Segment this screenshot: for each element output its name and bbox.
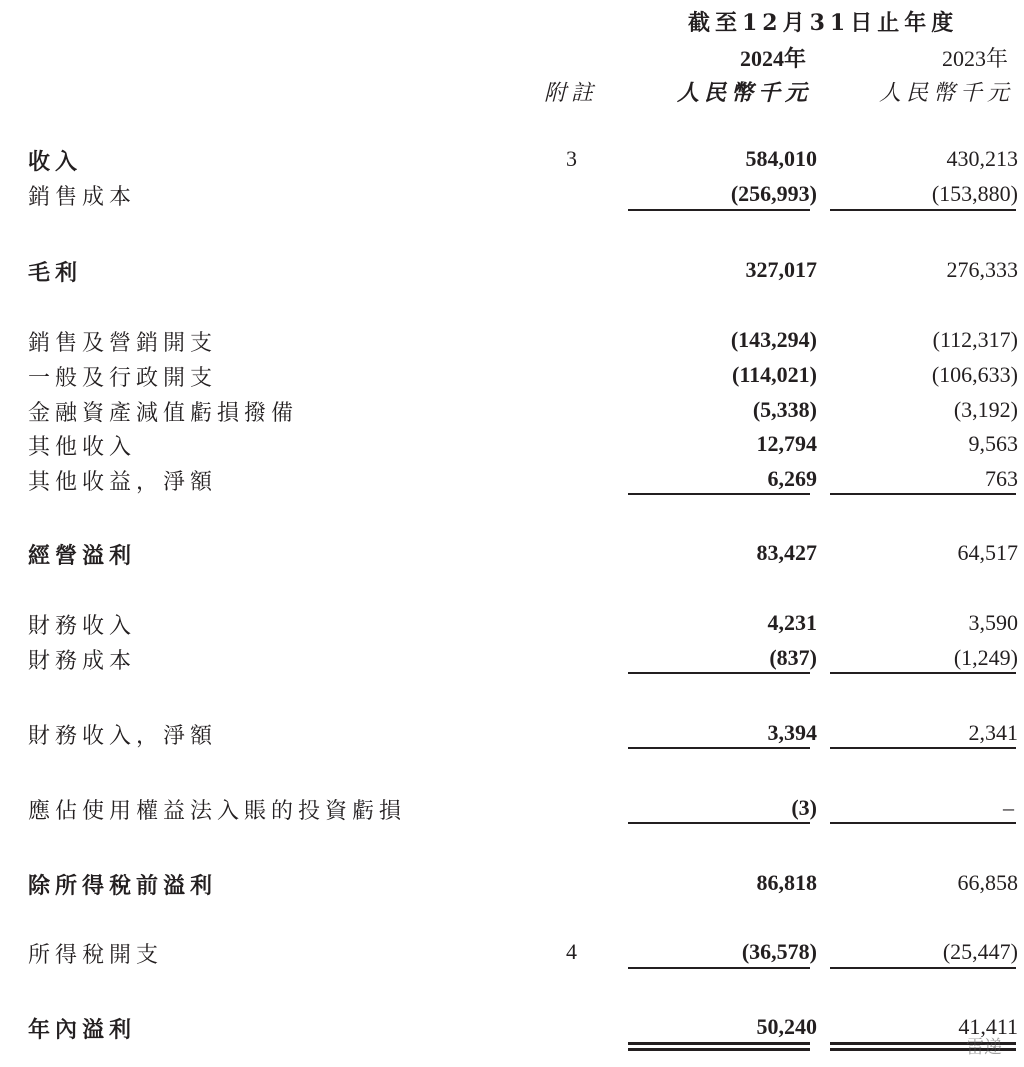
row-value-2024: 86,818: [756, 870, 817, 895]
row-value-2023: (112,317): [932, 327, 1018, 352]
row-value-2023: 2,341: [968, 720, 1018, 745]
subtotal-rule-2024: [628, 747, 810, 749]
row-value-2023: (25,447): [942, 939, 1018, 964]
row-value-2024: (5,338): [752, 397, 817, 422]
row-label: 年內溢利: [28, 1017, 137, 1043]
row-value-2023: 41,411: [958, 1014, 1018, 1039]
row-label: 除所得稅前溢利: [28, 873, 218, 899]
row-value-2023: 763: [985, 466, 1018, 491]
subtotal-rule-2024: [628, 209, 810, 211]
subtotal-rule-2023: [830, 493, 1016, 495]
year-current-header: 2024年: [739, 46, 806, 71]
row-label: 一般及行政開支: [28, 366, 218, 391]
row-label: 所得稅開支: [28, 943, 164, 968]
row-label: 銷售及營銷開支: [28, 331, 218, 356]
subtotal-rule-2023: [830, 672, 1016, 674]
subtotal-rule-2023: [830, 209, 1016, 211]
row-value-2024: 6,269: [767, 466, 817, 491]
row-label: 金融資產減值虧損撥備: [28, 401, 299, 426]
row-label: 財務收入: [28, 614, 137, 639]
row-value-2024: (114,021): [732, 362, 817, 387]
period-header: 截至12月31日止年度: [688, 10, 959, 36]
row-value-2024: 50,240: [756, 1014, 817, 1039]
row-value-2024: (256,993): [730, 181, 817, 206]
row-value-2023: 3,590: [968, 610, 1018, 635]
row-label: 毛利: [28, 260, 83, 286]
row-value-2023: (153,880): [931, 181, 1018, 206]
row-value-2024: 584,010: [745, 146, 817, 171]
row-note: 4: [566, 939, 577, 964]
subtotal-rule-2024: [628, 967, 810, 969]
year-prior-header: 2023年: [941, 46, 1008, 71]
double-rule-2024-bottom: [628, 1048, 810, 1051]
row-label: 財務收入，淨額: [28, 724, 218, 749]
subtotal-rule-2024: [628, 672, 810, 674]
currency-current-header: 人民幣千元: [676, 80, 812, 106]
subtotal-rule-2023: [830, 967, 1016, 969]
row-value-2024: 3,394: [767, 720, 817, 745]
currency-prior-header: 人民幣千元: [878, 81, 1014, 106]
row-label: 經營溢利: [28, 543, 137, 569]
row-label: 財務成本: [28, 649, 137, 674]
row-value-2023: (106,633): [931, 362, 1018, 387]
row-value-2024: (837): [769, 645, 817, 670]
row-value-2024: (36,578): [741, 939, 817, 964]
row-value-2023: 9,563: [968, 431, 1018, 456]
row-note: 3: [566, 146, 577, 171]
subtotal-rule-2024: [628, 493, 810, 495]
row-value-2024: (3): [791, 795, 817, 820]
double-rule-2024-top: [628, 1042, 810, 1045]
row-value-2023: 430,213: [946, 146, 1018, 171]
note-column-header: 附註: [544, 81, 599, 106]
watermark: 雷递: [966, 1037, 1002, 1058]
row-value-2023: (1,249): [953, 645, 1018, 670]
row-value-2024: 83,427: [756, 540, 817, 565]
row-value-2024: 327,017: [745, 257, 817, 282]
row-value-2023: 64,517: [957, 540, 1018, 565]
row-label: 其他收入: [28, 435, 137, 460]
row-label: 其他收益，淨額: [28, 470, 218, 495]
subtotal-rule-2023: [830, 822, 1016, 824]
row-label: 應佔使用權益法入賬的投資虧損: [28, 799, 407, 824]
row-value-2023: (3,192): [953, 397, 1018, 422]
row-value-2024: (143,294): [730, 327, 817, 352]
row-label: 銷售成本: [28, 185, 137, 210]
row-value-2024: 12,794: [756, 431, 817, 456]
row-value-2023: 276,333: [946, 257, 1018, 282]
subtotal-rule-2023: [830, 747, 1016, 749]
row-value-2024: 4,231: [767, 610, 817, 635]
row-label: 收入: [28, 149, 83, 175]
subtotal-rule-2024: [628, 822, 810, 824]
row-value-2023: –: [1003, 795, 1014, 820]
row-value-2023: 66,858: [957, 870, 1018, 895]
